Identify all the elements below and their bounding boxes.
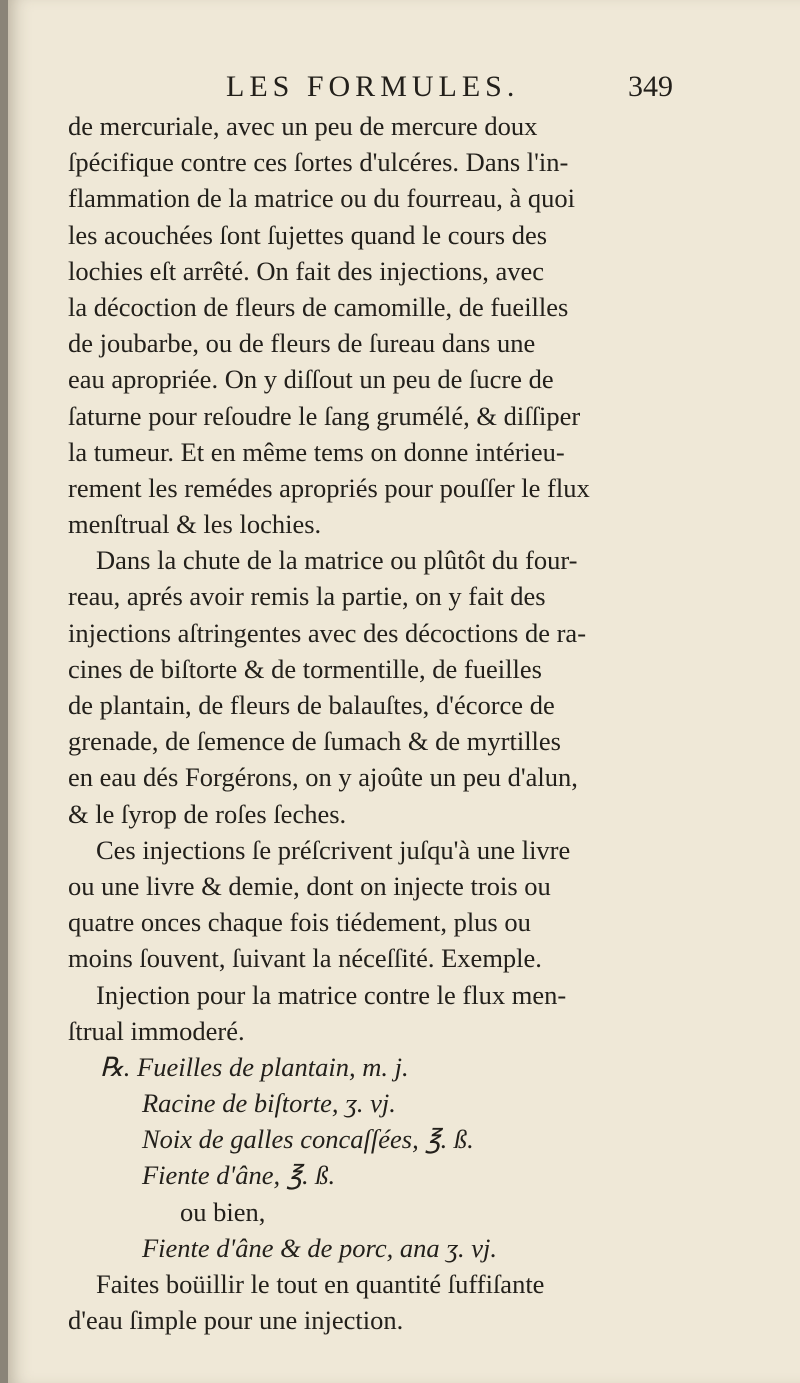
recipe-line: Fiente d'âne, ℥. ß. [142, 1160, 336, 1191]
text-line: les acouchées ſont ſujettes quand le cours des [68, 219, 548, 250]
text-line: de joubarbe, ou de fleurs de ſureau dans une [68, 328, 536, 359]
text-line: lochies eſt arrêté. On fait des injections, avec [68, 255, 545, 286]
page-number: 349 [628, 70, 673, 103]
text-line: ſtrual immoderé. [68, 1015, 245, 1046]
text-line: ou une livre & demie, dont on injecte trois ou [68, 870, 551, 901]
text-line: la décoction de fleurs de camomille, de fueilles [68, 291, 569, 322]
book-page [8, 0, 800, 1383]
text-line: rement les remédes apropriés pour pouſſer le flux [68, 472, 590, 503]
text-line: cines de biſtorte & de tormentille, de fueilles [68, 653, 542, 684]
recipe-line: Racine de biſtorte, ʒ. vj. [142, 1088, 396, 1119]
recipe-line: ou bien, [180, 1196, 266, 1227]
running-title: LES FORMULES. [226, 70, 520, 103]
text-line: eau apropriée. On y diſſout un peu de ſucre de [68, 364, 554, 395]
text-line: de mercuriale, avec un peu de mercure doux [68, 111, 538, 141]
text-line: & le ſyrop de roſes ſeches. [68, 798, 347, 829]
text-line: menſtrual & les lochies. [68, 509, 322, 540]
text-line: reau, aprés avoir remis la partie, on y fait des [68, 581, 546, 612]
text-line: moins ſouvent, ſuivant la néceſſité. Exemple. [68, 943, 542, 974]
text-line: la tumeur. Et en même tems on donne intérieu- [68, 436, 565, 467]
text-line: de plantain, de fleurs de balauſtes, d'écorce de [68, 690, 555, 720]
text-line: injections aſtringentes avec des décoctions de ra- [68, 617, 587, 648]
paragraph-start-line: Faites boüillir le tout en quantité ſuffiſante [96, 1269, 545, 1299]
text-line: en eau dés Forgérons, on y ajoûte un peu d'alun, [68, 762, 578, 793]
text-line: quatre onces chaque fois tiédement, plus ou [68, 907, 531, 938]
text-line: ſaturne pour reſoudre le ſang grumélé, & diſſiper [68, 400, 581, 431]
paragraph-start-line: Ces injections ſe préſcrivent juſqu'à une livre [96, 834, 571, 865]
paragraph-start-line: Dans la chute de la matrice ou plûtôt du four- [96, 545, 578, 576]
recipe-line: Fiente d'âne & de porc, ana ʒ. vj. [142, 1232, 497, 1263]
text-line: grenade, de ſemence de ſumach & de myrtilles [68, 726, 561, 757]
paragraph-start-line: Injection pour la matrice contre le flux men- [96, 979, 567, 1010]
recipe-line: Noix de galles concaſſées, ℥. ß. [142, 1124, 474, 1155]
body-text [68, 108, 688, 1338]
text-line: d'eau ſimple pour une injection. [68, 1305, 404, 1336]
recipe-line: ℞. Fueilles de plantain, m. j. [100, 1051, 409, 1082]
text-line: ſpécifique contre ces ſortes d'ulcéres. Dans l'in- [68, 147, 569, 178]
text-line: flammation de la matrice ou du fourreau, à quoi [68, 183, 575, 214]
